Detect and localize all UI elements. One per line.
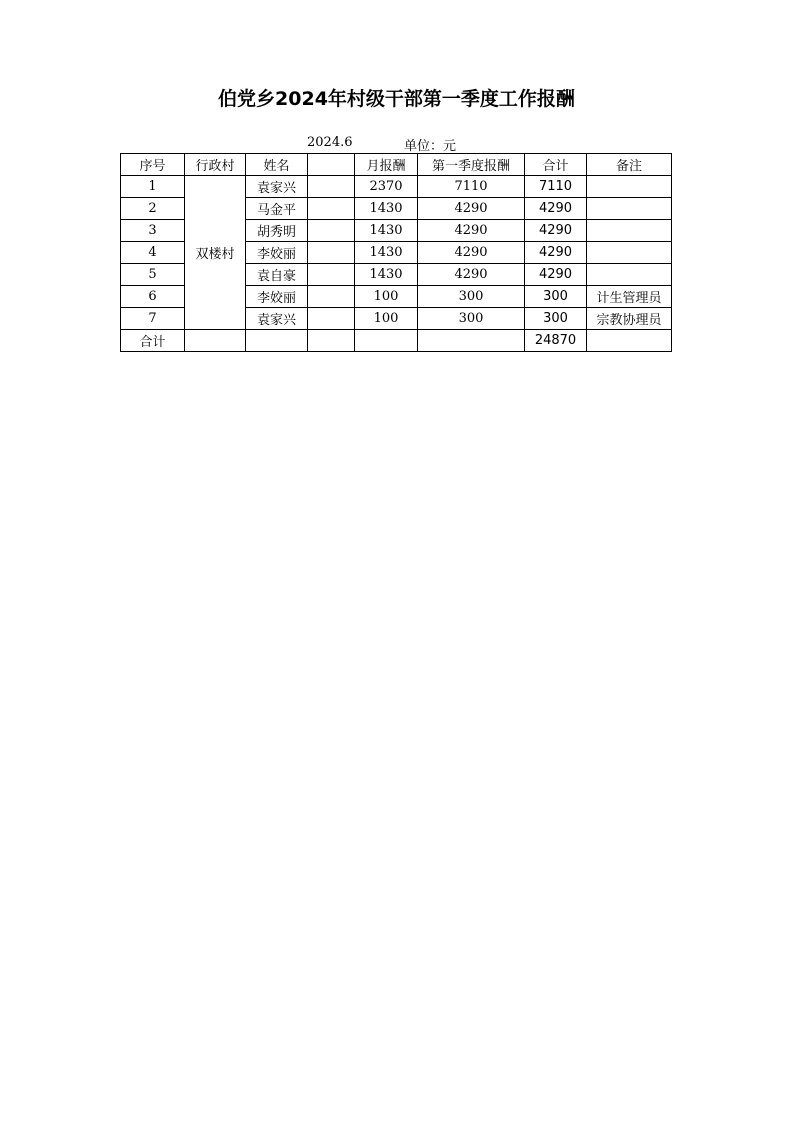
total-row: [121, 330, 672, 352]
cell-total: 300: [525, 286, 587, 308]
cell-monthly: 1430: [355, 242, 418, 264]
cell-total: 4290: [525, 264, 587, 286]
payment-table: [120, 153, 672, 352]
cell-name: 袁自豪: [246, 264, 308, 286]
cell-quarterly: 300: [418, 286, 525, 308]
cell-name: 马金平: [246, 198, 308, 220]
cell-blank: [308, 242, 355, 264]
cell-monthly: 1430: [355, 264, 418, 286]
cell-blank: [308, 198, 355, 220]
cell-name: 李姣丽: [246, 242, 308, 264]
document-title: 伯党乡2024年村级干部第一季度工作报酬: [218, 88, 575, 110]
cell-note: 宗教协理员: [587, 308, 672, 330]
cell-note: [587, 176, 672, 198]
cell-blank: [355, 330, 418, 352]
cell-blank: [308, 330, 355, 352]
cell-total: 300: [525, 308, 587, 330]
cell-note: [587, 264, 672, 286]
cell-note: [587, 242, 672, 264]
total-label: 合计: [121, 330, 185, 352]
cell-no: 6: [121, 286, 185, 308]
cell-blank: [246, 330, 308, 352]
cell-total: 4290: [525, 242, 587, 264]
cell-quarterly: 4290: [418, 198, 525, 220]
cell-quarterly: 4290: [418, 220, 525, 242]
cell-total: 7110: [525, 176, 587, 198]
cell-no: 4: [121, 242, 185, 264]
cell-monthly: 1430: [355, 198, 418, 220]
report-date: 2024.6: [307, 135, 353, 150]
header-total: 合计: [525, 154, 587, 176]
cell-no: 5: [121, 264, 185, 286]
cell-village: 双楼村: [185, 176, 246, 330]
cell-note: [587, 220, 672, 242]
cell-name: 袁家兴: [246, 308, 308, 330]
cell-quarterly: 300: [418, 308, 525, 330]
header-no: 序号: [121, 154, 185, 176]
header-blank: [308, 154, 355, 176]
cell-monthly: 100: [355, 286, 418, 308]
cell-name: 胡秀明: [246, 220, 308, 242]
cell-no: 3: [121, 220, 185, 242]
document-subheader: [0, 135, 793, 153]
cell-name: 袁家兴: [246, 176, 308, 198]
cell-no: 1: [121, 176, 185, 198]
cell-blank: [418, 330, 525, 352]
cell-blank: [308, 286, 355, 308]
cell-note: [587, 198, 672, 220]
grand-total: 24870: [525, 330, 587, 352]
cell-blank: [185, 330, 246, 352]
cell-blank: [587, 330, 672, 352]
cell-monthly: 100: [355, 308, 418, 330]
cell-quarterly: 4290: [418, 264, 525, 286]
header-note: 备注: [587, 154, 672, 176]
cell-blank: [308, 220, 355, 242]
cell-quarterly: 4290: [418, 242, 525, 264]
cell-monthly: 1430: [355, 220, 418, 242]
table-row: [121, 176, 672, 198]
header-row: [121, 154, 672, 176]
header-monthly: 月报酬: [355, 154, 418, 176]
cell-quarterly: 7110: [418, 176, 525, 198]
cell-no: 2: [121, 198, 185, 220]
cell-name: 李姣丽: [246, 286, 308, 308]
currency-unit: 单位：元: [404, 139, 457, 154]
header-quarterly: 第一季度报酬: [418, 154, 525, 176]
cell-monthly: 2370: [355, 176, 418, 198]
header-name: 姓名: [246, 154, 308, 176]
cell-note: 计生管理员: [587, 286, 672, 308]
cell-blank: [308, 264, 355, 286]
cell-total: 4290: [525, 198, 587, 220]
cell-blank: [308, 176, 355, 198]
cell-no: 7: [121, 308, 185, 330]
cell-total: 4290: [525, 220, 587, 242]
cell-blank: [308, 308, 355, 330]
header-village: 行政村: [185, 154, 246, 176]
